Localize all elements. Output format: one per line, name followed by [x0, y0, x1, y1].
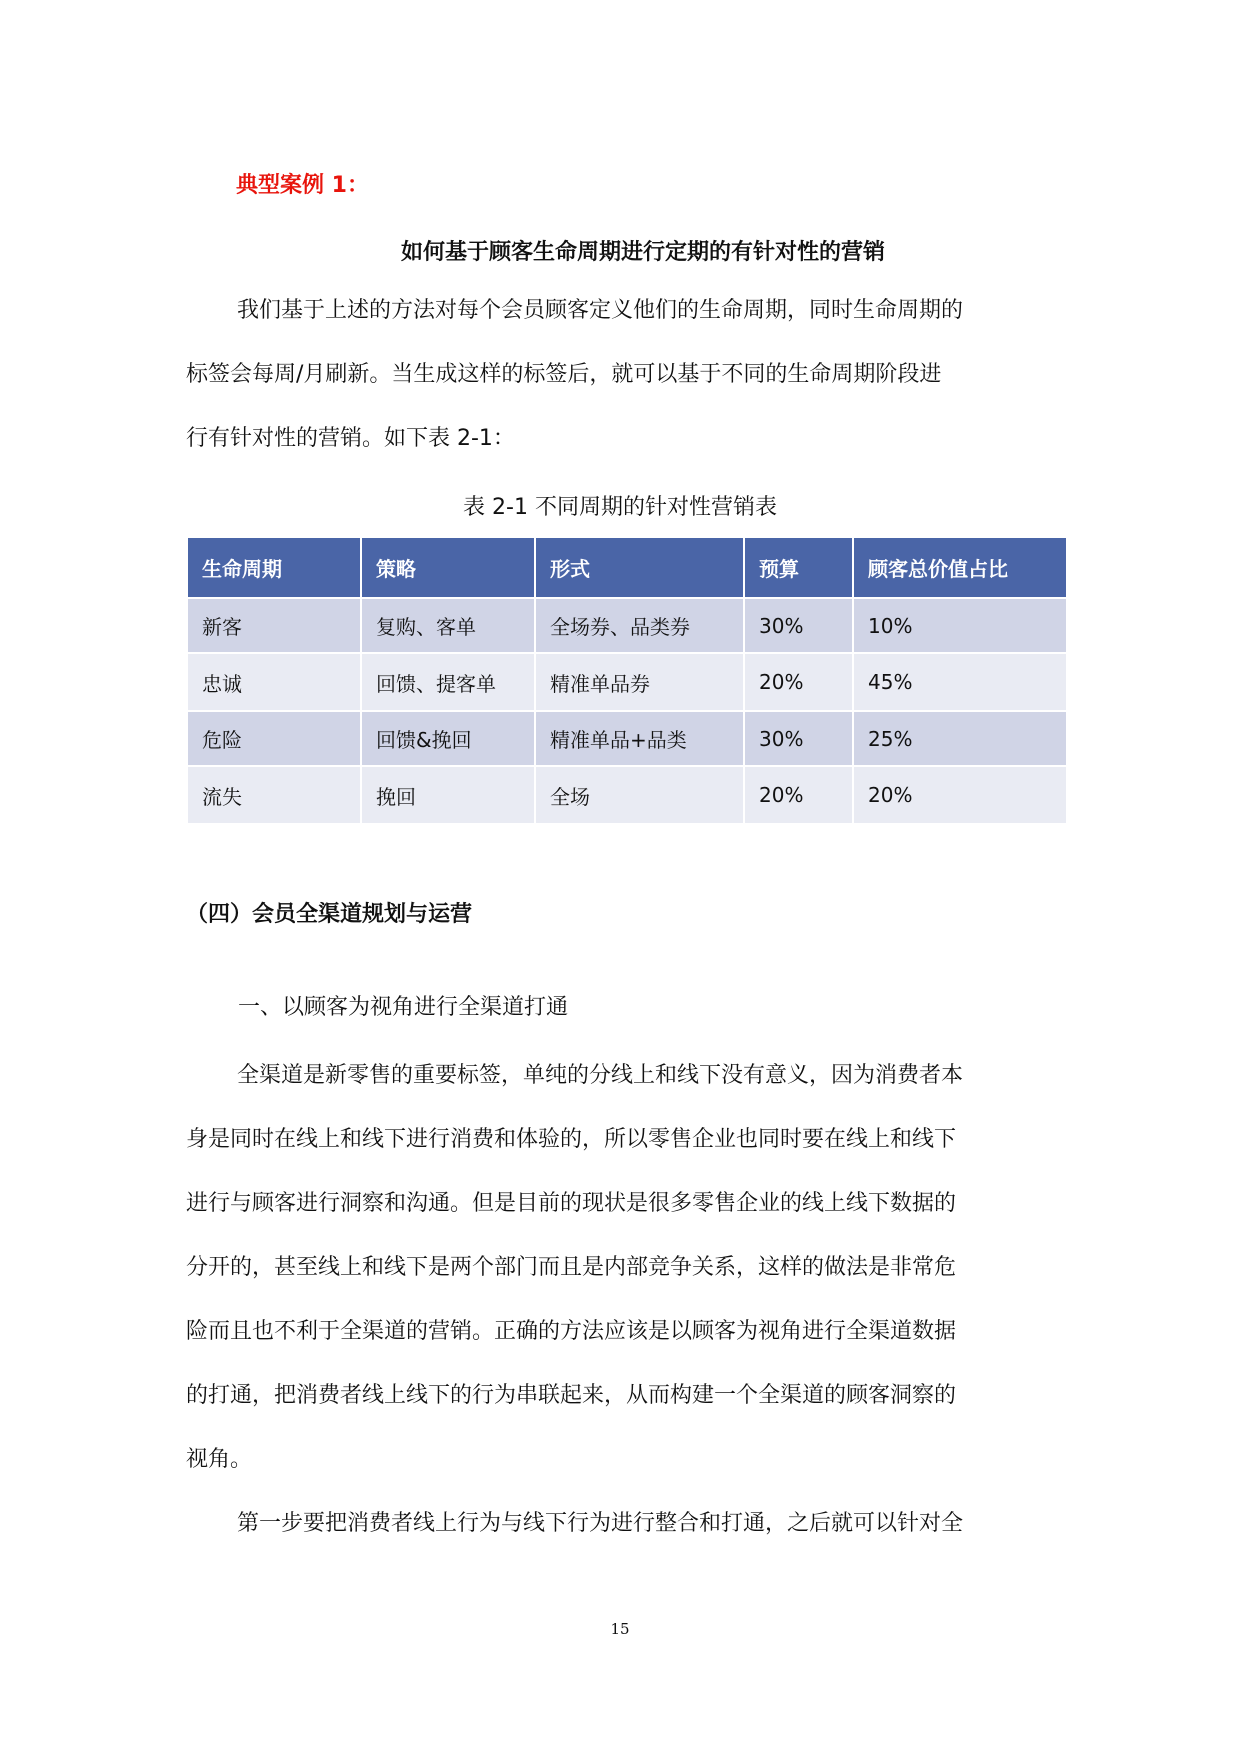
paragraph-line: 分开的，甚至线上和线下是两个部门而且是内部竞争关系，这样的做法是非常危: [186, 1255, 957, 1280]
paragraph-line: 行有针对性的营销。如下表 2-1：: [186, 426, 515, 451]
table-cell: 流失: [188, 766, 361, 824]
table-cell: 全场券、品类券: [535, 598, 744, 653]
paragraph-line: 标签会每周/月刷新。当生成这样的标签后，就可以基于不同的生命周期阶段进: [186, 362, 942, 387]
case-title: 典型案例 1：: [236, 173, 369, 198]
header-cell: 预算: [744, 538, 853, 598]
table-cell: 回馈&挽回: [361, 711, 535, 766]
paragraph-line: 进行与顾客进行洞察和沟通。但是目前的现状是很多零售企业的线上线下数据的: [186, 1191, 957, 1216]
table-header-row: [188, 538, 1066, 598]
table-cell: 20%: [744, 766, 853, 824]
section-heading: （四）会员全渠道规划与运营: [186, 902, 473, 927]
table-row: [188, 766, 1066, 824]
paragraph-line: 全渠道是新零售的重要标签，单纯的分线上和线下没有意义，因为消费者本: [237, 1063, 964, 1088]
table-cell: 精准单品券: [535, 653, 744, 711]
table-cell: 全场: [535, 766, 744, 824]
table-caption: 表 2-1 不同周期的针对性营销表: [463, 495, 777, 520]
table-cell: 复购、客单: [361, 598, 535, 653]
paragraph-line: 身是同时在线上和线下进行消费和体验的，所以零售企业也同时要在线上和线下: [186, 1127, 957, 1152]
paragraph-line: 我们基于上述的方法对每个会员顾客定义他们的生命周期，同时生命周期的: [237, 298, 964, 323]
table-cell: 25%: [853, 711, 1066, 766]
table-cell: 30%: [744, 711, 853, 766]
case-subtitle: 如何基于顾客生命周期进行定期的有针对性的营销: [400, 240, 885, 265]
paragraph-line: 视角。: [186, 1447, 253, 1472]
table-cell: 新客: [188, 598, 361, 653]
table-row: [188, 711, 1066, 766]
paragraph-line: 险而且也不利于全渠道的营销。正确的方法应该是以顾客为视角进行全渠道数据: [186, 1319, 957, 1344]
header-cell: 顾客总价值占比: [853, 538, 1066, 598]
marketing-table: [188, 538, 1066, 825]
table-cell: 危险: [188, 711, 361, 766]
table-row: [188, 598, 1066, 653]
header-cell: 形式: [535, 538, 744, 598]
table-cell: 回馈、提客单: [361, 653, 535, 711]
body-paragraph: [186, 1044, 1058, 1492]
paragraph-line: 的打通，把消费者线上线下的行为串联起来，从而构建一个全渠道的顾客洞察的: [186, 1383, 957, 1408]
table-cell: 忠诚: [188, 653, 361, 711]
last-paragraph: [186, 1492, 1058, 1556]
table-cell: 20%: [853, 766, 1066, 824]
table-cell: 精准单品+品类: [535, 711, 744, 766]
table-cell: 10%: [853, 598, 1066, 653]
table-row: [188, 653, 1066, 711]
header-cell: 策略: [361, 538, 535, 598]
intro-paragraph: [186, 279, 1058, 471]
table-cell: 20%: [744, 653, 853, 711]
table-cell: 挽回: [361, 766, 535, 824]
sub-heading: 一、以顾客为视角进行全渠道打通: [238, 995, 569, 1020]
table-cell: 45%: [853, 653, 1066, 711]
page-number: 15: [610, 1620, 630, 1638]
header-cell: 生命周期: [188, 538, 361, 598]
paragraph-line: 第一步要把消费者线上行为与线下行为进行整合和打通，之后就可以针对全: [237, 1511, 964, 1536]
table-cell: 30%: [744, 598, 853, 653]
